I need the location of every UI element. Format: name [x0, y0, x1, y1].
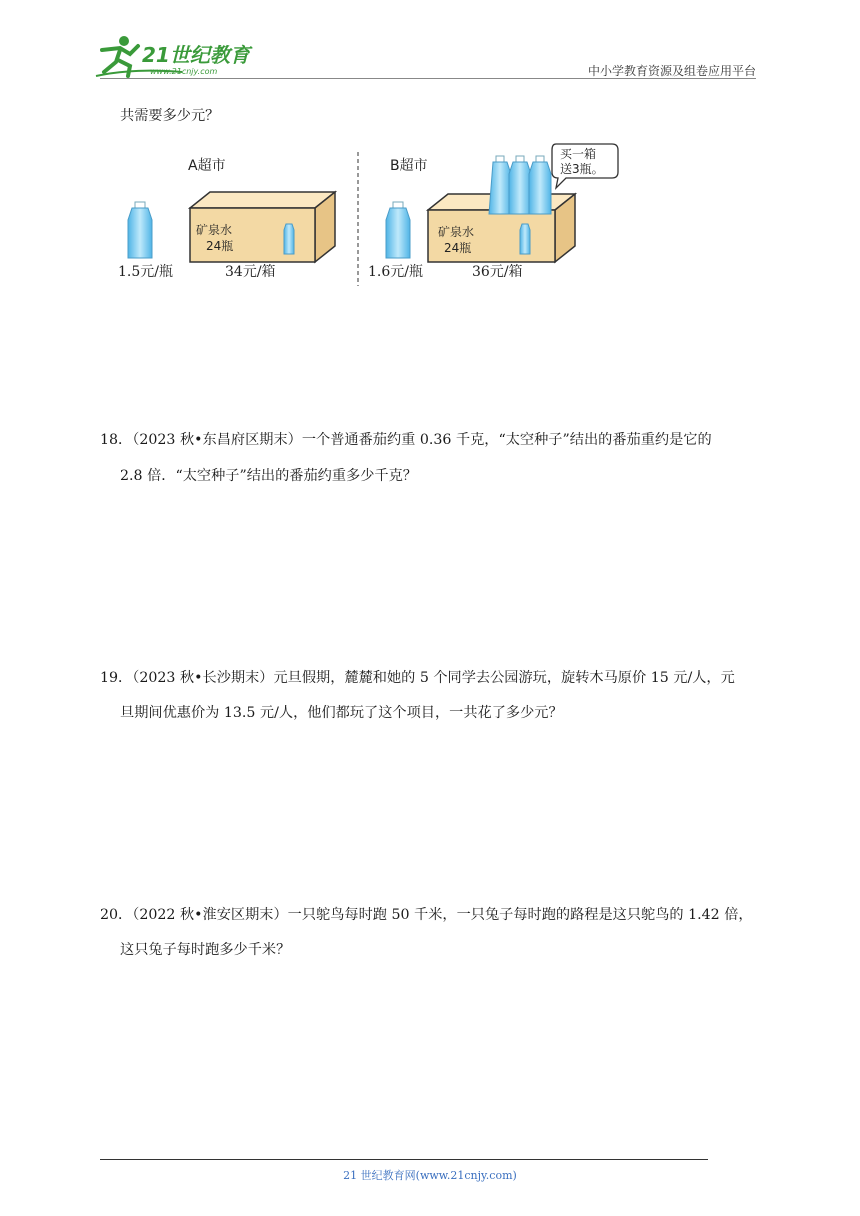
footer-link[interactable]: 21 世纪教育网(www.21cnjy.com)	[343, 1169, 517, 1182]
question-text: （2023 秋•长沙期末）元旦假期，麓麓和她的 5 个同学去公园游玩，旋转木马原价 15 元/人，元	[132, 670, 735, 686]
question-20-line-1	[100, 905, 753, 925]
question-number: 19．	[100, 670, 133, 686]
bubble-line-1: 买一箱	[560, 147, 597, 161]
footer-divider	[100, 1159, 708, 1160]
a-supermarket-title: A超市	[188, 158, 226, 174]
question-text: （2022 秋•淮安区期末）一只鸵鸟每时跑 50 千米，一只兔子每时跑的路程是这只鸵鸟的 1.42 倍，	[132, 907, 753, 923]
question-20-line-2: 这只兔子每时跑多少千米？	[120, 942, 291, 958]
platform-name: 中小学教育资源及组卷应用平台	[587, 64, 756, 78]
question-number: 18．	[100, 432, 133, 448]
header-divider	[100, 78, 756, 79]
logo-url: www.21cnjy.com	[150, 67, 218, 76]
site-logo	[92, 32, 272, 80]
b-box-price: 36元/箱	[472, 264, 523, 280]
question-18-line-1	[100, 430, 712, 450]
question-18-line-2: 2.8 倍．“太空种子”结出的番茄约重多少千克？	[120, 468, 417, 484]
logo-text: 21世纪教育	[142, 43, 250, 67]
b-supermarket-title: B超市	[390, 158, 428, 174]
a-box-price: 34元/箱	[225, 264, 276, 280]
bonus-bottles-icon	[489, 156, 551, 214]
b-box-label-2: 24瓶	[444, 241, 472, 255]
question-number: 20．	[100, 907, 133, 923]
q17-tail-text: 共需要多少元？	[120, 108, 220, 124]
a-box-label-1: 矿泉水	[196, 223, 233, 237]
bubble-line-2: 送3瓶。	[560, 162, 604, 176]
a-bottle-icon	[128, 202, 152, 258]
b-bottle-icon	[386, 202, 410, 258]
a-box-label-2: 24瓶	[206, 239, 234, 253]
a-bottle-price: 1.5元/瓶	[118, 264, 173, 280]
supermarket-figure	[110, 140, 650, 290]
b-bottle-price: 1.6元/瓶	[368, 264, 423, 280]
b-box-label-1: 矿泉水	[438, 225, 475, 239]
question-19-line-2: 旦期间优惠价为 13.5 元/人，他们都玩了这个项目，一共花了多少元？	[120, 705, 563, 721]
question-19-line-1	[100, 668, 735, 688]
question-text: （2023 秋•东昌府区期末）一个普通番茄约重 0.36 千克，“太空种子”结出的番茄重约是它的	[132, 432, 712, 448]
